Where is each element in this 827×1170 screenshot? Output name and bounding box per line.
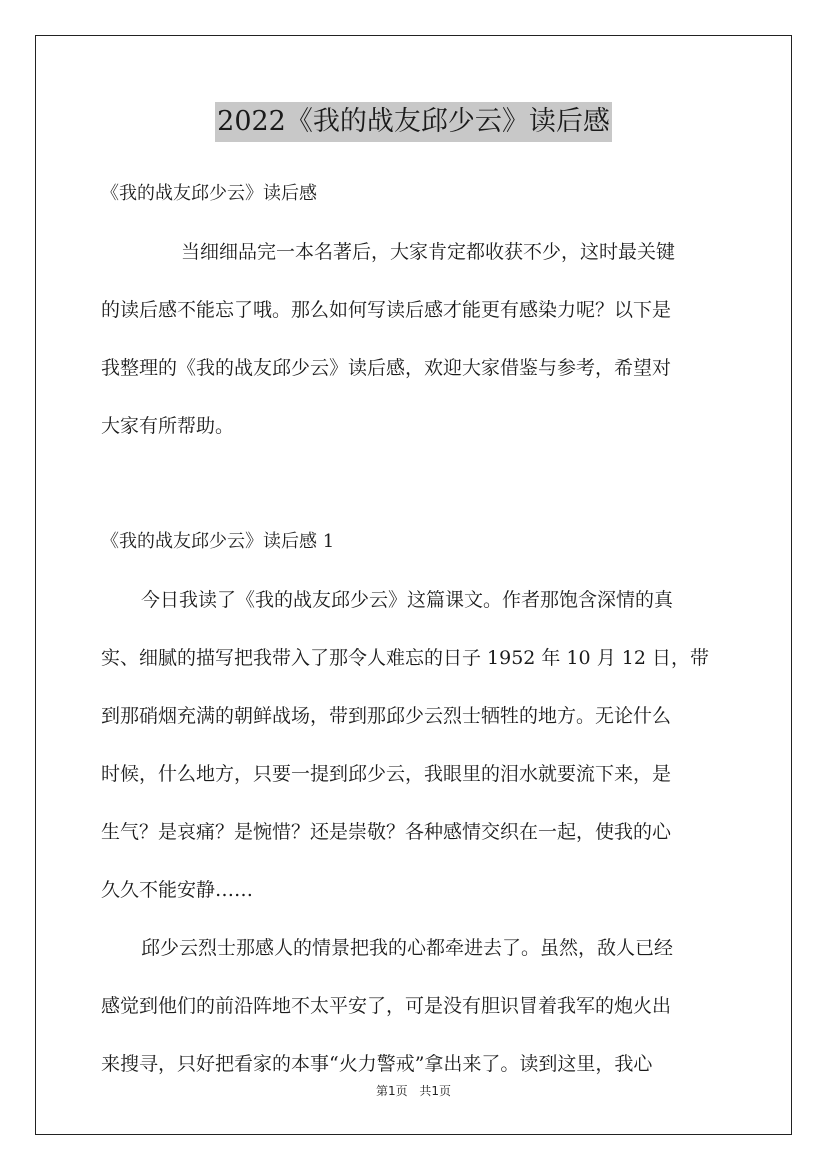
section-heading: 《我的战友邱少云》读后感 1 <box>101 531 335 552</box>
paragraph-line: 时候，什么地方，只要一提到邱少云，我眼里的泪水就要流下来，是 <box>101 763 672 785</box>
intro-line: 的读后感不能忘了哦。那么如何写读后感才能更有感染力呢？以下是 <box>101 299 672 321</box>
intro-line: 当细细品完一本名著后，大家肯定都收获不少，这时最关键 <box>181 241 676 263</box>
paragraph-line: 生气？是哀痛？是惋惜？还是崇敬？各种感情交织在一起，使我的心 <box>101 821 672 843</box>
paragraph-line: 今日我读了《我的战友邱少云》这篇课文。作者那饱含深情的真 <box>141 589 674 611</box>
document-body <box>101 176 727 1104</box>
paragraph-line: 实、细腻的描写把我带入了那令人难忘的日子 1952 年 10 月 12 日，带 <box>101 647 709 669</box>
intro-line: 我整理的《我的战友邱少云》读后感，欢迎大家借鉴与参考，希望对 <box>101 357 672 379</box>
page-number: 第1页 <box>375 1084 408 1098</box>
title-container <box>0 102 827 142</box>
document-title: 2022《我的战友邱少云》读后感 <box>215 102 612 142</box>
paragraph-line: 久久不能安静…… <box>101 879 254 901</box>
paragraph-line: 来搜寻，只好把看家的本事“火力警戒”拿出来了。读到这里，我心 <box>101 1053 653 1075</box>
paragraph-line: 邱少云烈士那感人的情景把我的心都牵进去了。虽然，敌人已经 <box>141 937 674 959</box>
paragraph-line: 感觉到他们的前沿阵地不太平安了，可是没有胆识冒着我军的炮火出 <box>101 995 672 1017</box>
page-total: 共1页 <box>419 1084 452 1098</box>
page-footer <box>0 1082 827 1099</box>
paragraph-line: 到那硝烟充满的朝鲜战场，带到那邱少云烈士牺牲的地方。无论什么 <box>101 705 672 727</box>
document-subtitle: 《我的战友邱少云》读后感 <box>101 183 317 204</box>
blank-line <box>101 466 727 524</box>
intro-line: 大家有所帮助。 <box>101 415 235 437</box>
